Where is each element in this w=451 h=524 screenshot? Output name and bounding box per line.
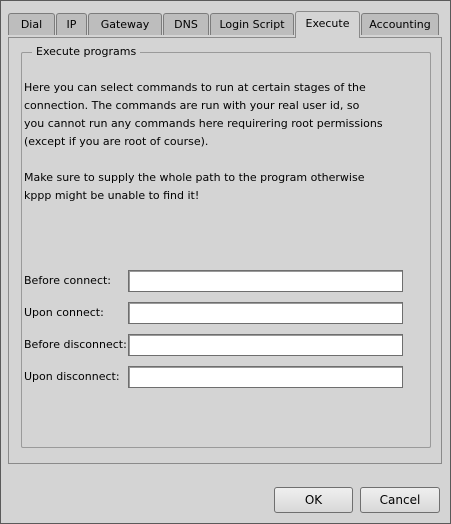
upon-disconnect-row [24, 366, 409, 388]
upon-connect-row [24, 302, 409, 324]
upon-connect-input[interactable] [128, 302, 403, 324]
ok-button[interactable]: OK [274, 487, 353, 513]
cancel-button[interactable]: Cancel [360, 487, 440, 513]
description-paragraph-2: Make sure to supply the whole path to the program otherwise kppp might be unable to find it! [24, 171, 365, 202]
tab-dial[interactable]: Dial [8, 13, 55, 35]
description [24, 79, 414, 223]
tab-gateway[interactable]: Gateway [88, 13, 162, 35]
description-paragraph-1: Here you can select commands to run at certain stages of the connection. The commands are run with your real user id, so you cannot run any commands here requirering root permissions (except if you are root of course). [24, 81, 383, 148]
tab-execute[interactable]: Execute [295, 11, 360, 38]
tab-login-script[interactable]: Login Script [210, 13, 294, 35]
before-disconnect-label: Before disconnect: [24, 338, 127, 351]
before-disconnect-row [24, 334, 409, 356]
before-connect-row [24, 270, 409, 292]
tab-ip[interactable]: IP [56, 13, 87, 35]
tab-accounting[interactable]: Accounting [361, 13, 439, 35]
before-disconnect-input[interactable] [128, 334, 403, 356]
tab-dns[interactable]: DNS [163, 13, 209, 35]
group-title: Execute programs [32, 44, 140, 60]
tab-pane-execute [8, 37, 442, 464]
upon-disconnect-input[interactable] [128, 366, 403, 388]
upon-disconnect-label: Upon disconnect: [24, 370, 120, 383]
before-connect-input[interactable] [128, 270, 403, 292]
before-connect-label: Before connect: [24, 274, 112, 287]
upon-connect-label: Upon connect: [24, 306, 104, 319]
